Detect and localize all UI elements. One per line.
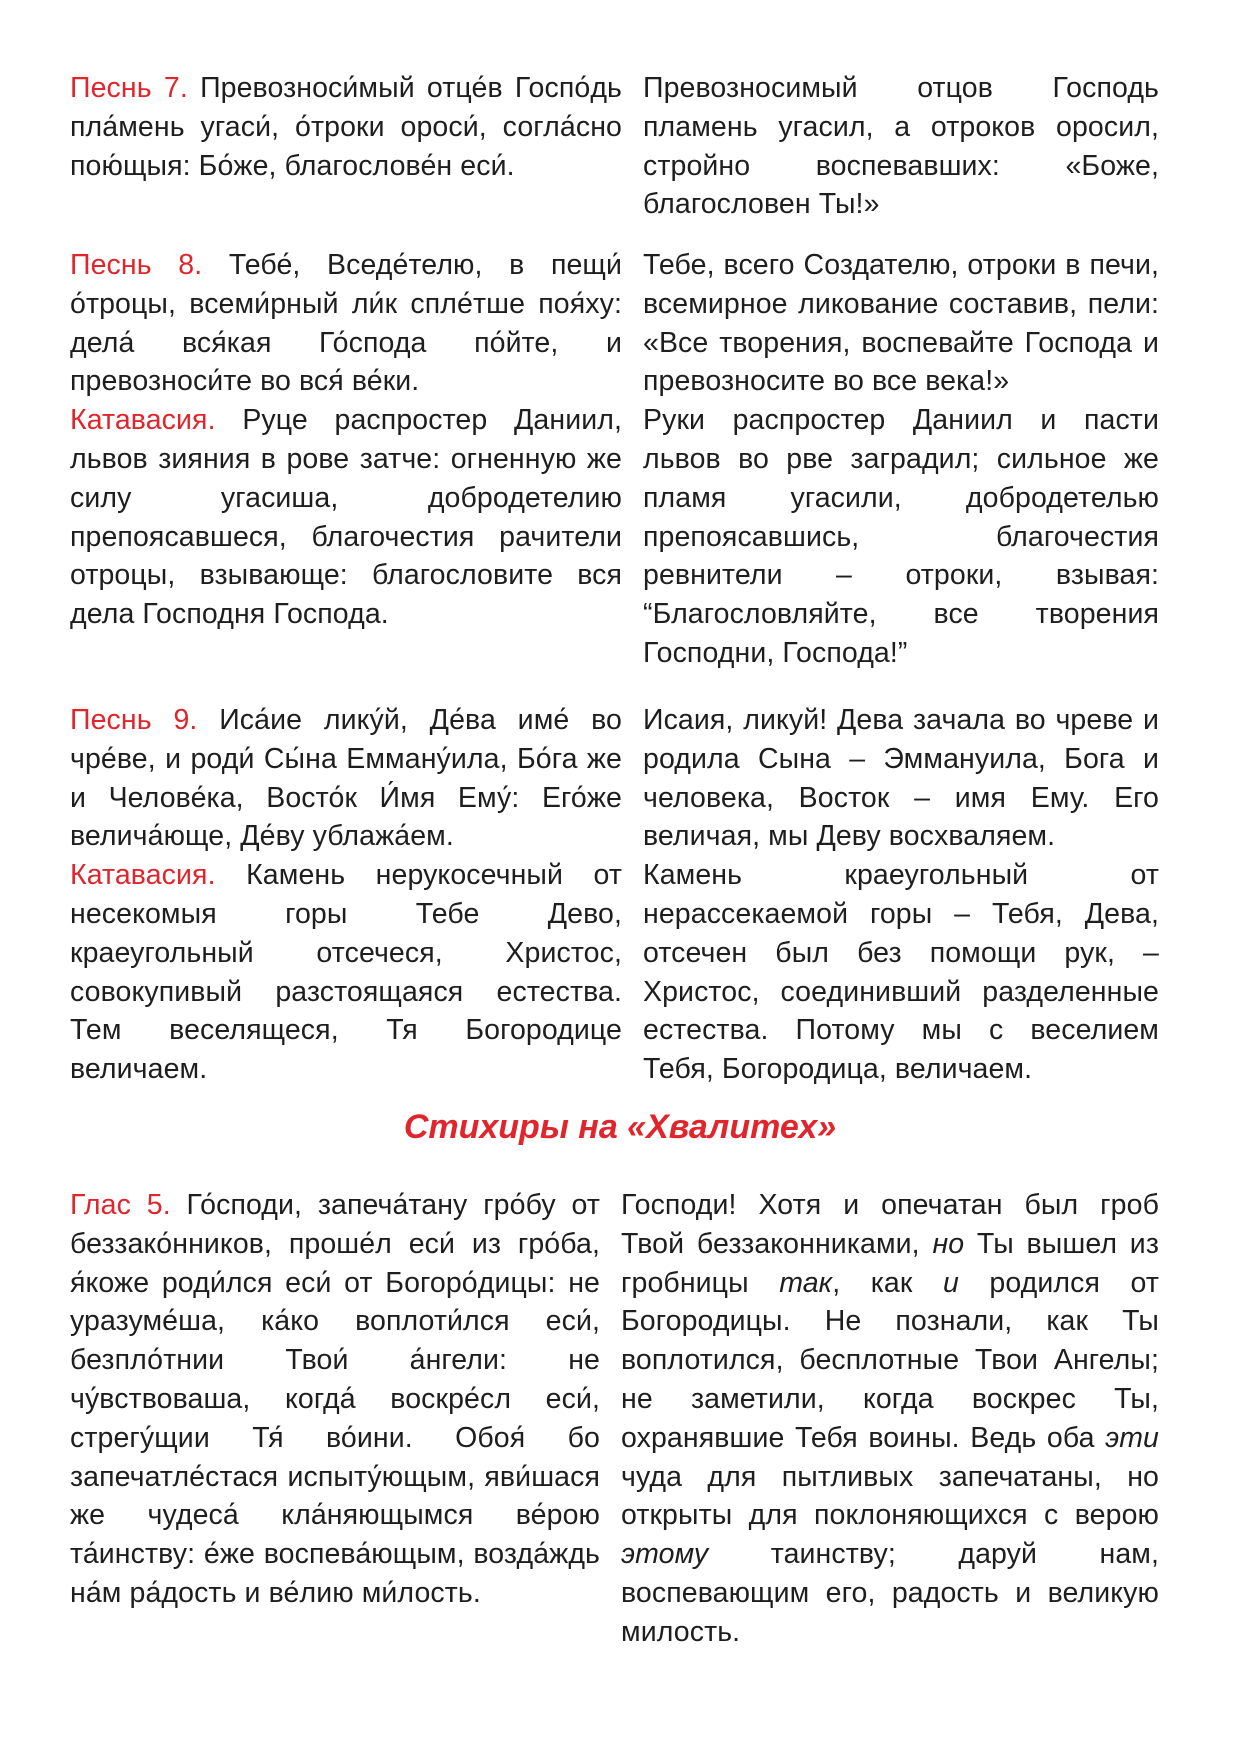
song7-slavonic xyxy=(70,69,622,185)
song7-russian xyxy=(643,69,1159,224)
song8-slavonic xyxy=(70,246,622,634)
glas5-russian-part: , как xyxy=(832,1266,943,1299)
glas5-russian-italic: этому xyxy=(621,1538,709,1571)
glas5-russian-part: родился от Богородицы. Не познали, как Ты воплотился, бесплотные Твои Ангелы; не заметили, когда воскрес Ты, охранявшие Тебя воины. Ведь оба xyxy=(621,1266,1159,1454)
song9-russian-text: Исаия, ликуй! Дева зачала во чреве и родила Сына – Эммануила, Бога и человека, Восток – имя Ему. Его величая, мы Деву восхваляем. xyxy=(643,704,1159,853)
song9-russian xyxy=(643,701,1159,1089)
song9-slavonic xyxy=(70,701,622,1089)
glas5-russian-italic: так xyxy=(779,1266,833,1299)
song9-label: Песнь 9. xyxy=(70,704,198,736)
glas5-russian-part: чуда для пытливых запечатаны, но открыты для поклоняющихся с верою xyxy=(621,1460,1159,1532)
song9-slavonic-text: Иса́ие лику́й, Де́ва име́ во чре́ве, и роди́ Сы́на Емману́ила, Бо́га же и Челове́ка, Восто́к И́мя Ему́: Его́же велича́юще, Де́ву ублажа́ем. xyxy=(70,704,622,853)
section-heading: Стихиры на «Хвалитех» xyxy=(403,1108,837,1146)
song8-russian xyxy=(643,246,1159,673)
glas5-russian-part: Ты вышел из гробницы xyxy=(621,1227,1159,1299)
glas5-russian xyxy=(621,1186,1159,1652)
song9-katavasia-label: Катавасия. xyxy=(70,859,216,892)
glas5-label: Глас 5. xyxy=(70,1189,171,1221)
song9-katavasia-slavonic-text: Камень нерукосечный от несекомыя горы Тебе Дево, краеугольный отсечеся, Христос, совокупивый разстоящаяся естества. Тем веселящеся, Тя Богородице величаем. xyxy=(70,859,622,1086)
song7-russian-text: Превозносимый отцов Господь пламень угасил, а отроков оросил, стройно воспевавших: «Боже, благословен Ты!» xyxy=(643,72,1159,221)
glas5-russian-italic: эти xyxy=(1105,1421,1159,1454)
glas5-slavonic-text: Го́споди, запеча́тану гро́бу от беззако́нников, проше́л еси́ из гро́ба, я́коже роди́лся еси́ от Богоро́дицы: не уразуме́ша, ка́ко воплоти́лся еси́, безпло́тнии Твои́ а́нгели: не чу́вствоваша, когда́ воскре́сл еси́, стрегу́щии Тя́ во́ини. Обоя́ бо запечатле́стася испыту́ющым, яви́шася же чудеса́ кла́няющымся ве́рою та́инству: е́же воспева́ющым, возда́ждь на́м ра́дость и ве́лию ми́лость. xyxy=(70,1189,601,1609)
song9-katavasia-russian-text: Камень краеугольный от нерассекаемой горы – Тебя, Дева, отсечен был без помощи рук, – Христос, соединивший разделенные естества. Потому мы с веселием Тебя, Богородица, величаем. xyxy=(643,859,1159,1086)
song8-label: Песнь 8. xyxy=(70,249,203,281)
song8-slavonic-text: Тебе́, Вседе́телю, в пещи́ о́троцы, всеми́рный ли́к спле́тше пoя́ху: дела́ вся́кая Го́спода по́йте, и превозноси́те во вся́ ве́ки. xyxy=(70,249,622,398)
song7-label: Песнь 7. xyxy=(70,72,188,104)
glas5-russian-text xyxy=(621,1186,1159,1652)
glas5-slavonic xyxy=(70,1186,600,1613)
glas5-russian-italic: но xyxy=(932,1227,965,1260)
glas5-russian-italic: и xyxy=(942,1266,959,1299)
song8-katavasia-slavonic-text: Руце распростер Даниил, львов зияния в рове затче: огненную же силу угасиша, добродетелию препоясавшеся, благочестия рачители отроцы, взывающе: благословите вся дела Господня Господа. xyxy=(70,404,622,631)
glas5-russian-part: Господи! Хотя и опечатан был гроб Твой беззаконниками, xyxy=(621,1189,1159,1260)
song8-katavasia-label: Катавасия. xyxy=(70,404,216,437)
song8-russian-text: Тебе, всего Создателю, отроки в печи, всемирное ликование составив, пели: «Все творения, воспевайте Господа и превозносите во все века!» xyxy=(643,249,1159,398)
glas5-russian-part: таинству; даруй нам, воспевающим его, радость и великую милость. xyxy=(621,1538,1159,1648)
song8-katavasia-russian-text: Руки распростер Даниил и пасти львов во рве заградил; сильное же пламя угасили, добродетелью препоясавшись, благочестия ревнители – отроки, взывая: “Благословляйте, все творения Господни, Господа!” xyxy=(643,404,1159,669)
song7-slavonic-text: Превозноси́мый отце́в Госпо́дь пла́мень угаси́, о́троки ороси́, согла́сно пою́щыя: Бо́же, благослове́н еси́. xyxy=(70,72,622,182)
